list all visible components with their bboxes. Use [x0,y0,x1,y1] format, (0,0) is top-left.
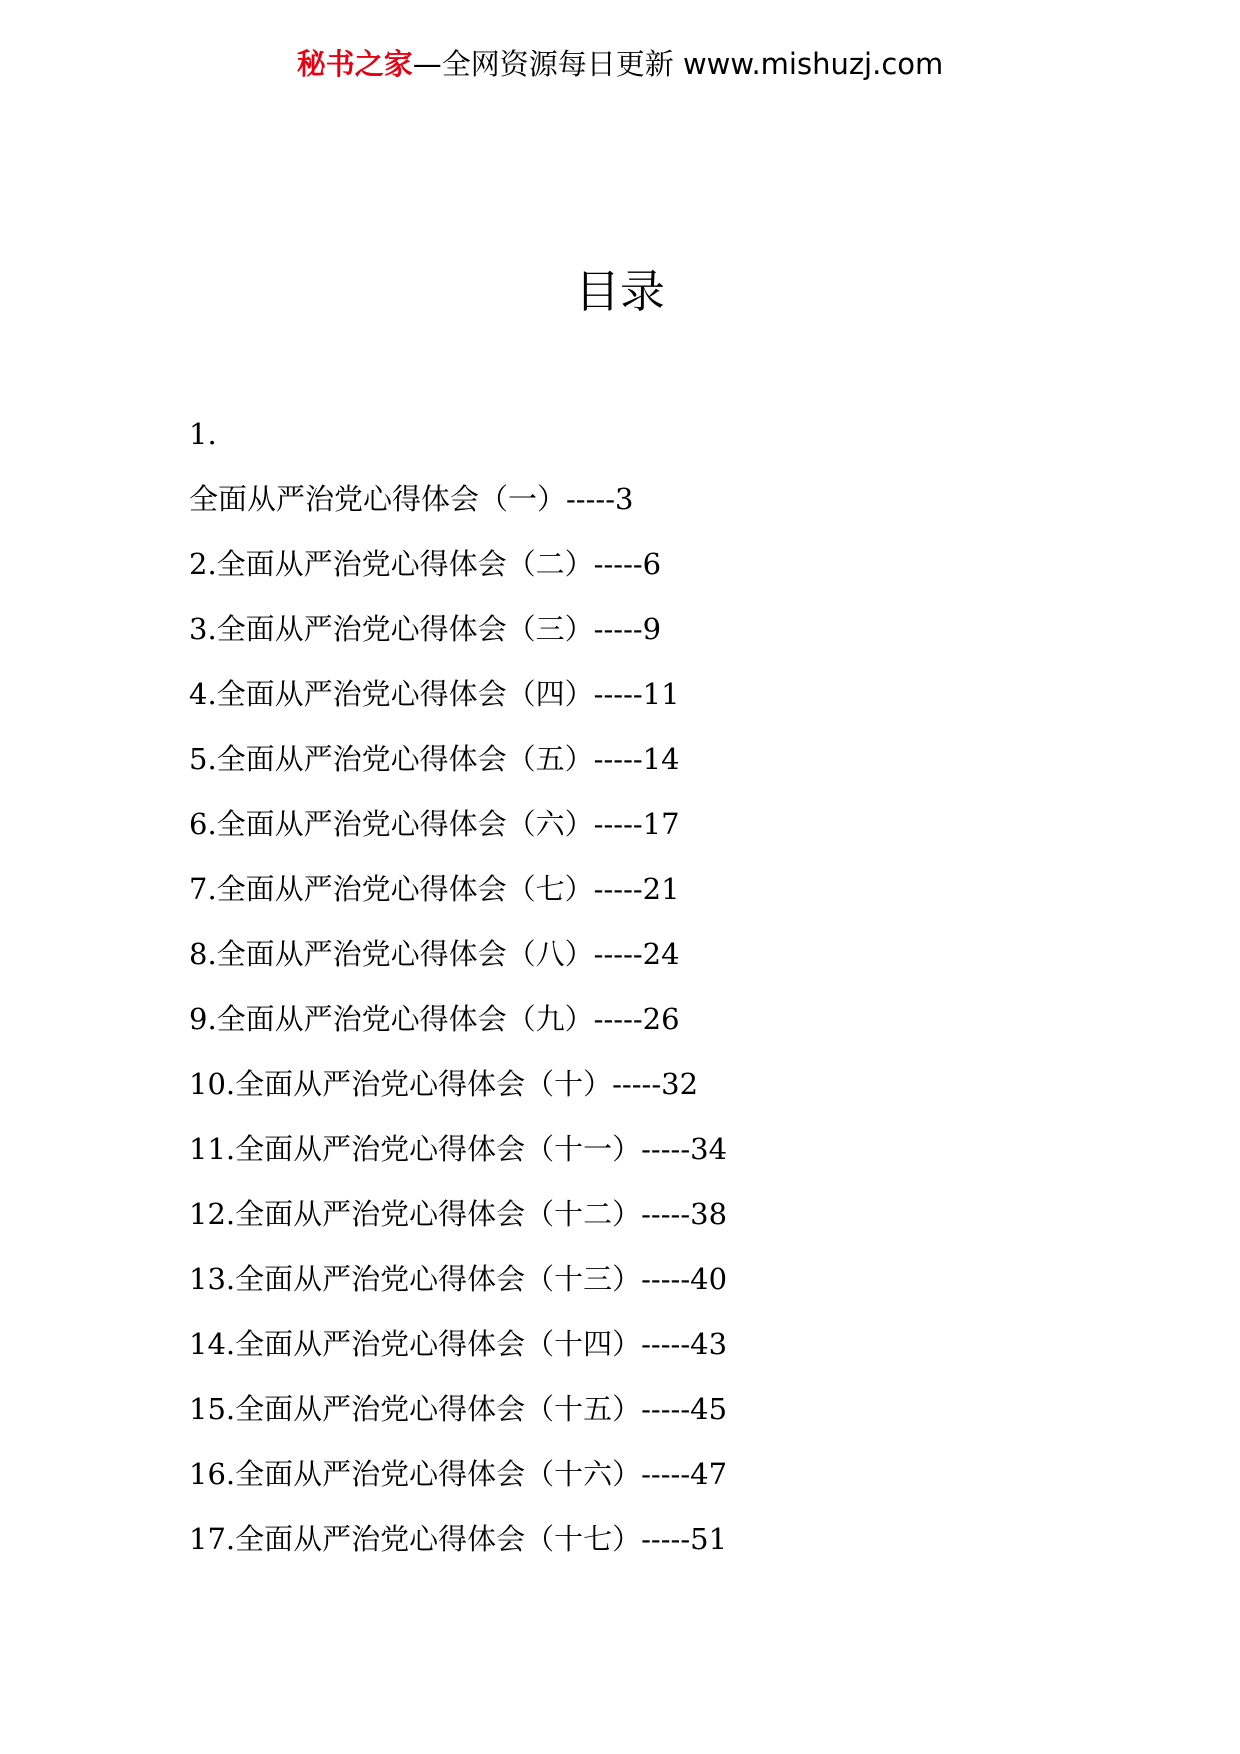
toc-item: 16.全面从严治党心得体会（十六）-----47 [189,1457,728,1491]
toc-item: 5.全面从严治党心得体会（五）-----14 [189,742,680,776]
document-title: 目录 [574,265,665,318]
toc-item: 10.全面从严治党心得体会（十）-----32 [189,1067,699,1101]
toc-item: 全面从严治党心得体会（一）-----3 [189,482,634,516]
toc-item: 3.全面从严治党心得体会（三）-----9 [189,612,662,646]
table-of-contents [189,402,1149,1572]
toc-item: 11.全面从严治党心得体会（十一）-----34 [189,1132,728,1166]
toc-item: 8.全面从严治党心得体会（八）-----24 [189,937,680,971]
toc-item: 17.全面从严治党心得体会（十七）-----51 [189,1522,728,1556]
toc-item: 4.全面从严治党心得体会（四）-----11 [189,677,680,711]
toc-item: 1. [189,417,217,451]
brand-name: 秘书之家 [296,47,413,81]
toc-item: 9.全面从严治党心得体会（九）-----26 [189,1002,680,1036]
toc-item: 6.全面从严治党心得体会（六）-----17 [189,807,680,841]
header-slogan: —全网资源每日更新 www.mishuzj.com [412,47,944,81]
toc-item: 13.全面从严治党心得体会（十三）-----40 [189,1262,728,1296]
toc-item: 15.全面从严治党心得体会（十五）-----45 [189,1392,728,1426]
page-header [0,44,1240,84]
toc-item: 12.全面从严治党心得体会（十二）-----38 [189,1197,728,1231]
toc-item: 7.全面从严治党心得体会（七）-----21 [189,872,680,906]
toc-item: 14.全面从严治党心得体会（十四）-----43 [189,1327,728,1361]
toc-item: 2.全面从严治党心得体会（二）-----6 [189,547,662,581]
